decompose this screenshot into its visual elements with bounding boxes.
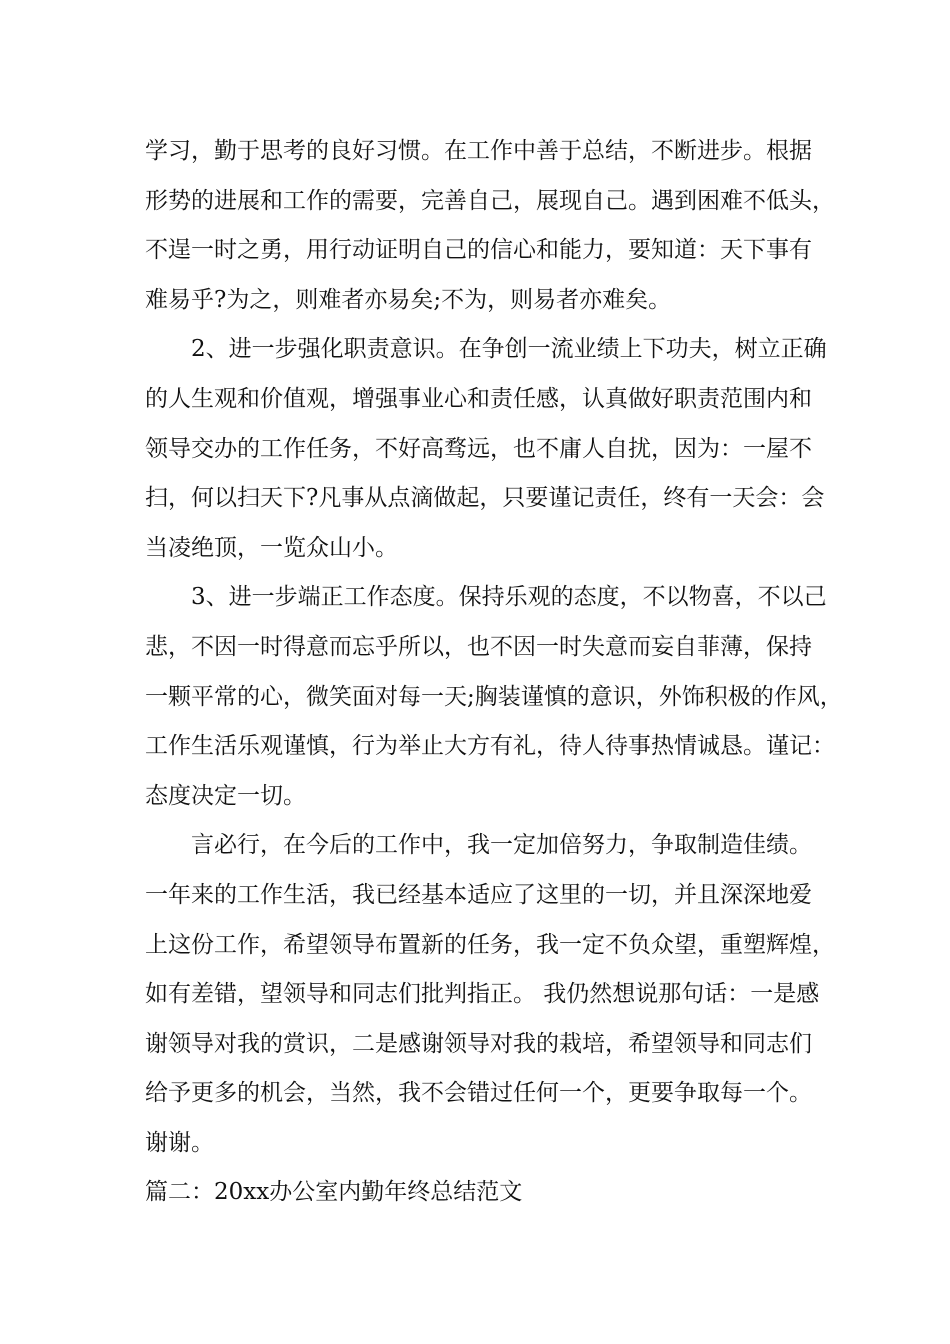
text-line: 学习，勤于思考的良好习惯。在工作中善于总结，不断进步。根据 [145, 138, 812, 164]
text-line: 当凌绝顶，一览众山小。 [145, 534, 398, 561]
text-line: 谢领导对我的赏识，二是感谢领导对我的栽培，希望领导和同志们 [145, 1030, 812, 1057]
text-line: 悲，不因一时得意而忘乎所以，也不因一时失意而妄自菲薄，保持 [145, 633, 812, 660]
document-body [145, 127, 843, 1218]
text-line: 态度决定一切。 [145, 782, 306, 809]
text-line: 3、进一步端正工作态度。保持乐观的态度，不以物喜，不以己 [191, 584, 827, 611]
text-line: 一颗平常的心，微笑面对每一天;胸装谨慎的意识，外饰积极的作风， [145, 683, 843, 710]
text-line: 给予更多的机会，当然，我不会错过任何一个，更要争取每一个。 [145, 1080, 812, 1107]
text-line: 形势的进展和工作的需要，完善自己，展现自己。遇到困难不低头， [145, 187, 835, 214]
text-line: 难易乎?为之，则难者亦易矣;不为，则易者亦难矣。 [145, 286, 672, 313]
text-line: 的人生观和价值观，增强事业心和责任感，认真做好职责范围内和 [145, 385, 812, 412]
section-heading: 篇二：20xx办公室内勤年终总结范文 [145, 1179, 523, 1206]
text-line: 如有差错，望领导和同志们批判指正。 我仍然想说那句话：一是感 [145, 981, 820, 1008]
text-line: 不逞一时之勇，用行动证明自己的信心和能力，要知道：天下事有 [145, 237, 812, 264]
text-line: 工作生活乐观谨慎，行为举止大方有礼，待人待事热情诚恳。谨记： [145, 733, 835, 760]
text-line: 领导交办的工作任务，不好高骛远，也不庸人自扰，因为：一屋不 [145, 435, 812, 462]
text-line: 2、进一步强化职责意识。在争创一流业绩上下功夫，树立正确 [191, 336, 827, 363]
text-line: 上这份工作，希望领导布置新的任务，我一定不负众望，重塑辉煌， [145, 931, 835, 958]
text-line: 一年来的工作生活，我已经基本适应了这里的一切，并且深深地爱 [145, 881, 812, 908]
text-line: 谢谢。 [145, 1129, 214, 1156]
text-line: 言必行，在今后的工作中，我一定加倍努力，争取制造佳绩。 [191, 832, 812, 859]
text-line: 扫，何以扫天下?凡事从点滴做起，只要谨记责任，终有一天会：会 [145, 485, 825, 512]
